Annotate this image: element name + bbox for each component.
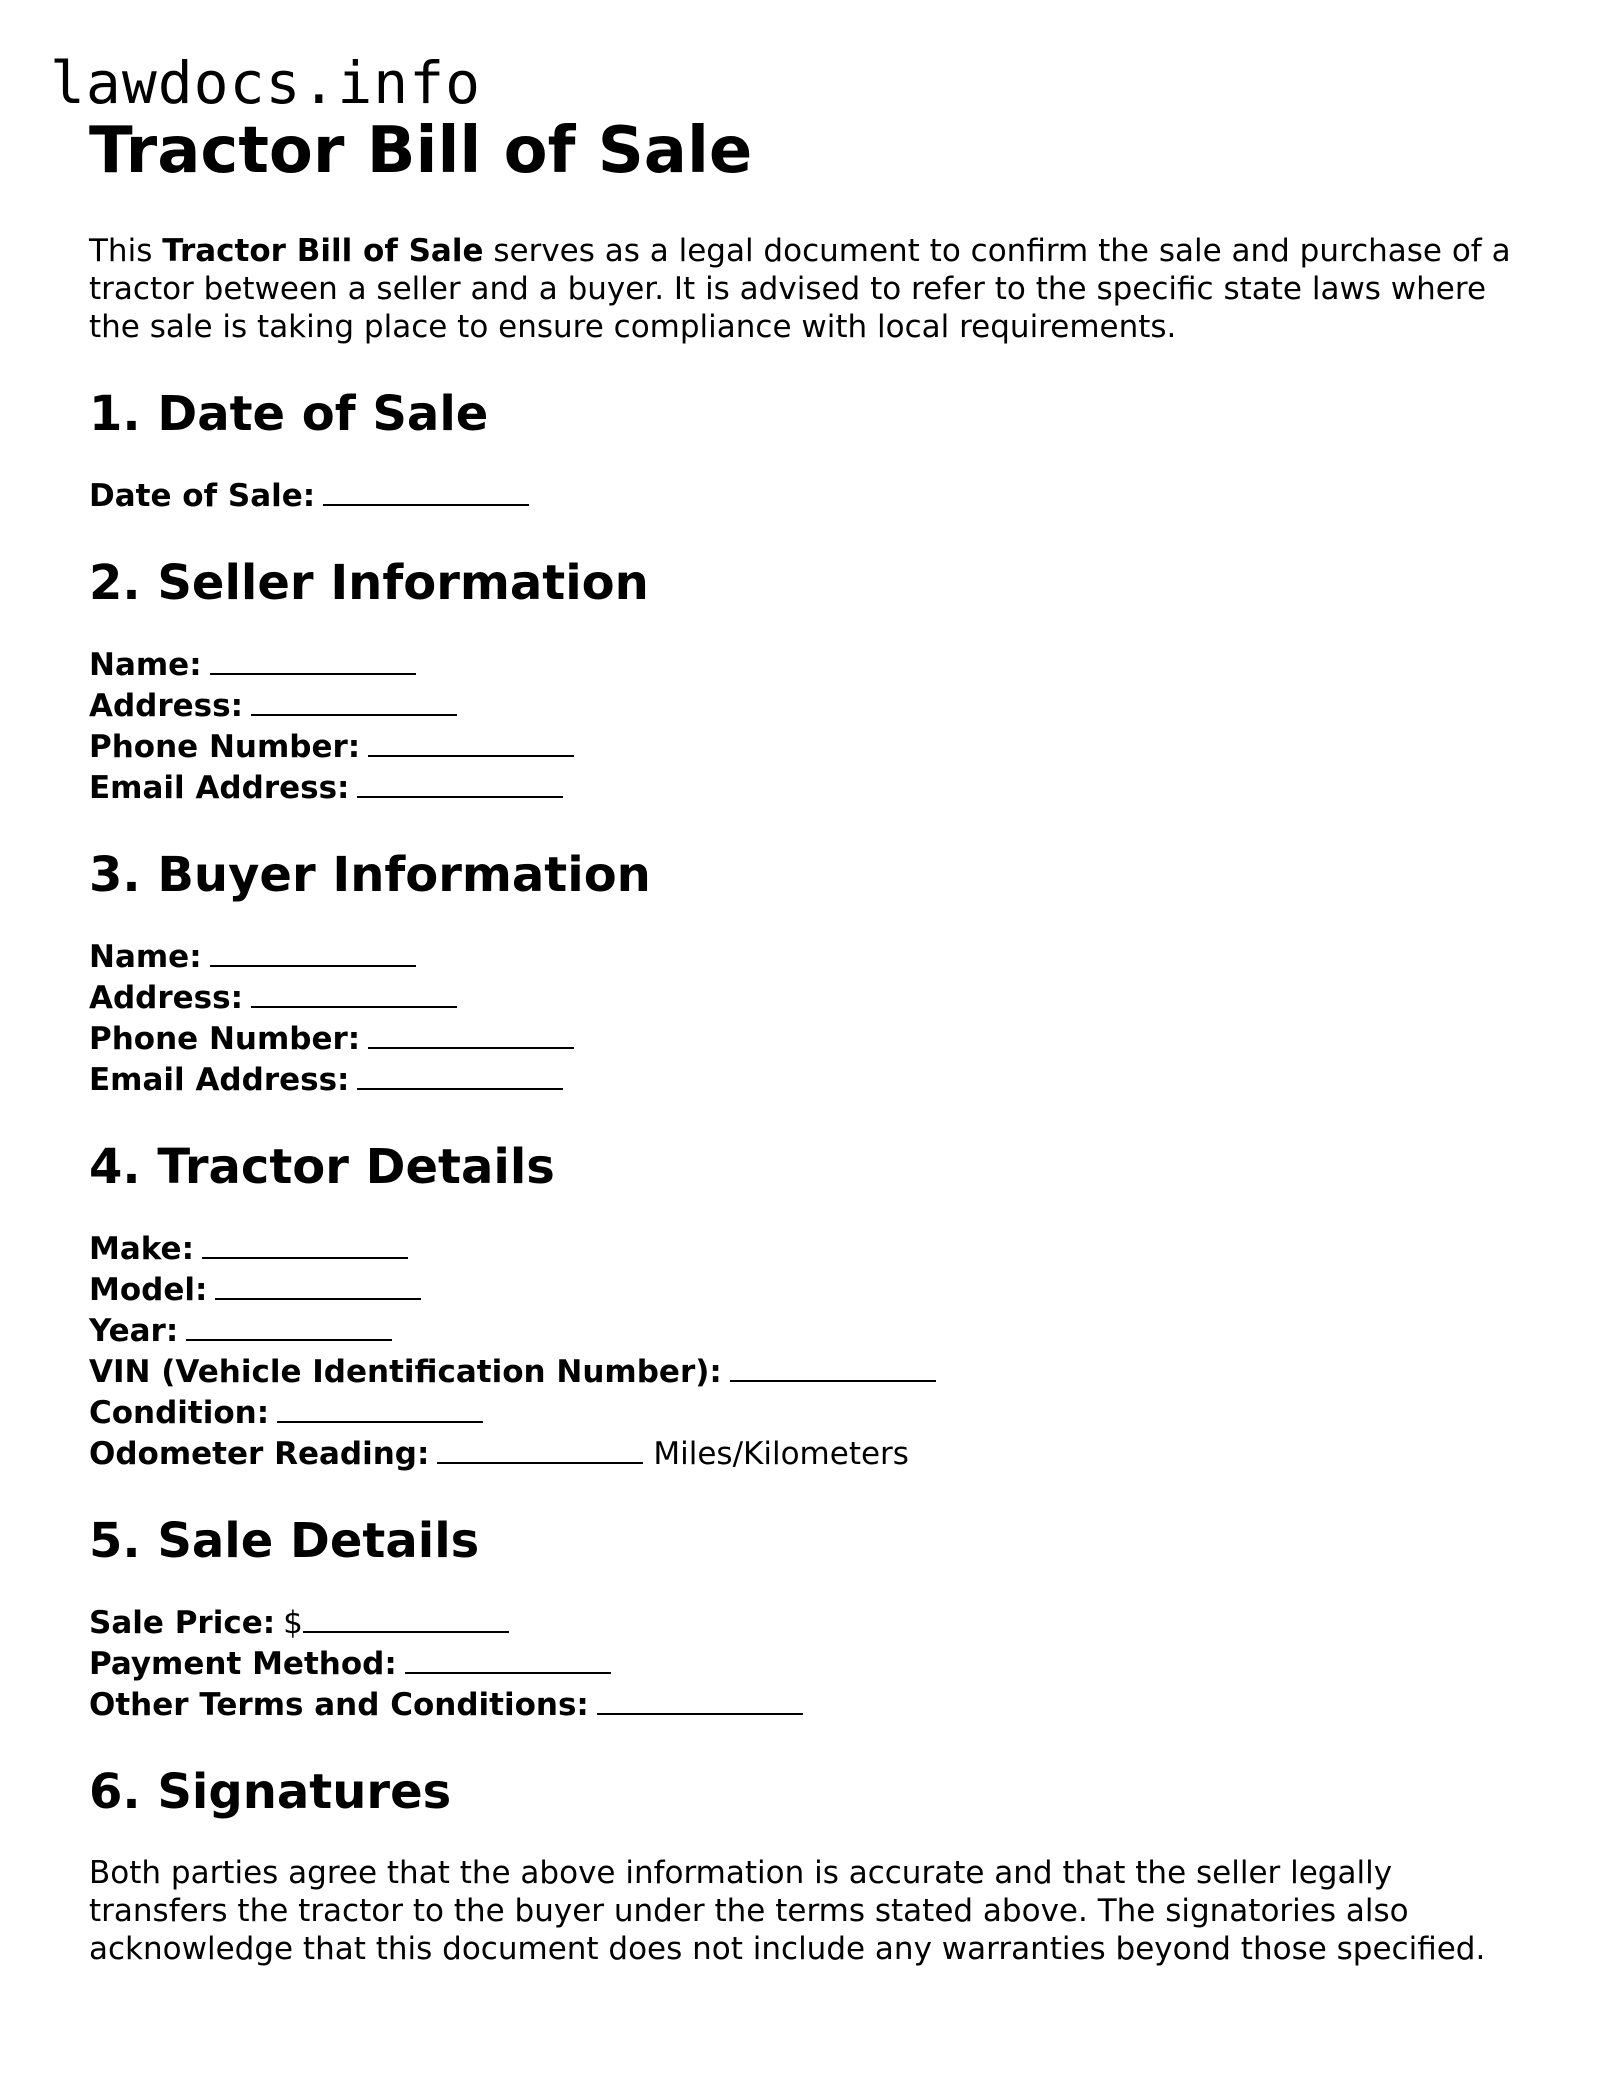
sale-price-blank[interactable]: [303, 1601, 509, 1633]
buyer-fields: [89, 935, 1529, 1099]
tractor-vin-blank[interactable]: [730, 1350, 936, 1382]
odometer-unit: Miles/Kilometers: [653, 1436, 909, 1472]
section-heading-buyer: 3. Buyer Information: [89, 847, 651, 903]
signatures-paragraph: Both parties agree that the above information is accurate and that the seller legally transfers the tractor to the buyer under the terms stated above. The signatories also acknowledge that this document does not include any warranties beyond those specified.: [89, 1855, 1486, 1967]
seller-name-field: [89, 643, 1529, 684]
section-heading-date: 1. Date of Sale: [89, 386, 489, 442]
field-label: Model:: [89, 1272, 208, 1308]
tractor-make-blank[interactable]: [202, 1227, 408, 1259]
seller-phone-field: [89, 725, 1529, 766]
seller-name-blank[interactable]: [210, 643, 416, 675]
buyer-address-field: [89, 976, 1529, 1017]
section-heading-seller: 2. Seller Information: [89, 555, 649, 611]
intro-bold-title: Tractor Bill of Sale: [162, 233, 484, 269]
field-label: Year:: [89, 1313, 179, 1349]
buyer-phone-field: [89, 1017, 1529, 1058]
buyer-address-blank[interactable]: [251, 976, 457, 1008]
date-fields: [89, 474, 1529, 515]
payment-method-blank[interactable]: [405, 1642, 611, 1674]
tractor-odometer-field: [89, 1432, 1529, 1473]
field-label: Email Address:: [89, 770, 350, 806]
payment-method-field: [89, 1642, 1529, 1683]
tractor-model-field: [89, 1268, 1529, 1309]
intro-text-end: serves as a legal document to confirm the sale and purchase of a tractor between a seller and a buyer. It is advised to refer to the specific state laws where the sale is taking place to ensure compliance with local requirements.: [89, 233, 1511, 345]
tractor-year-field: [89, 1309, 1529, 1350]
tractor-vin-field: [89, 1350, 1529, 1391]
field-label: Address:: [89, 688, 243, 724]
buyer-email-field: [89, 1058, 1529, 1099]
section-heading-tractor: 4. Tractor Details: [89, 1139, 555, 1195]
tractor-make-field: [89, 1227, 1529, 1268]
other-terms-blank[interactable]: [597, 1683, 803, 1715]
currency-symbol: $: [283, 1605, 303, 1641]
intro-text-start: This: [89, 233, 163, 269]
field-label: Payment Method:: [89, 1646, 397, 1682]
seller-phone-blank[interactable]: [368, 725, 574, 757]
field-label: Make:: [89, 1231, 194, 1267]
buyer-email-blank[interactable]: [357, 1058, 563, 1090]
field-label: Phone Number:: [89, 729, 361, 765]
field-label: Other Terms and Conditions:: [89, 1687, 589, 1723]
document-page: [89, 110, 1529, 1968]
section-heading-sale: 5. Sale Details: [89, 1513, 480, 1569]
field-label: Condition:: [89, 1395, 270, 1431]
field-label: Date of Sale:: [89, 478, 316, 514]
sale-fields: [89, 1601, 1529, 1724]
date-of-sale-field: [89, 474, 1529, 515]
field-label: Email Address:: [89, 1062, 350, 1098]
field-label: Name:: [89, 647, 202, 683]
seller-email-field: [89, 766, 1529, 807]
site-watermark: lawdocs.info: [50, 49, 482, 117]
field-label: Address:: [89, 980, 243, 1016]
buyer-phone-blank[interactable]: [368, 1017, 574, 1049]
buyer-name-field: [89, 935, 1529, 976]
tractor-condition-field: [89, 1391, 1529, 1432]
field-label: Phone Number:: [89, 1021, 361, 1057]
tractor-model-blank[interactable]: [215, 1268, 421, 1300]
date-of-sale-blank[interactable]: [323, 474, 529, 506]
seller-email-blank[interactable]: [357, 766, 563, 798]
buyer-name-blank[interactable]: [210, 935, 416, 967]
sale-price-field: [89, 1601, 1529, 1642]
field-label: Name:: [89, 939, 202, 975]
tractor-year-blank[interactable]: [186, 1309, 392, 1341]
seller-address-field: [89, 684, 1529, 725]
field-label: Odometer Reading:: [89, 1436, 430, 1472]
tractor-condition-blank[interactable]: [277, 1391, 483, 1423]
tractor-fields: [89, 1227, 1529, 1473]
seller-fields: [89, 643, 1529, 807]
field-label: Sale Price:: [89, 1605, 276, 1641]
field-label: VIN (Vehicle Identification Number):: [89, 1354, 722, 1390]
document-title: Tractor Bill of Sale: [89, 114, 753, 188]
intro-paragraph: [89, 232, 1529, 346]
seller-address-blank[interactable]: [251, 684, 457, 716]
section-heading-signatures: 6. Signatures: [89, 1764, 452, 1820]
tractor-odometer-blank[interactable]: [437, 1432, 643, 1464]
other-terms-field: [89, 1683, 1529, 1724]
